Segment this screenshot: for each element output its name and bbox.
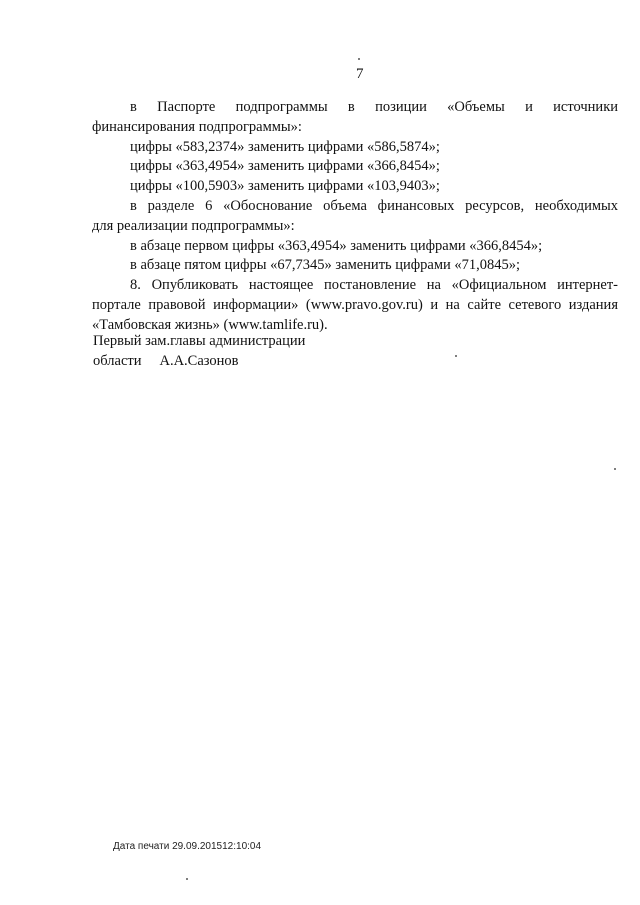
paragraph-passport-line2: финансирования подпрограммы»:: [92, 118, 302, 135]
paragraph-replace-1: цифры «583,2374» заменить цифрами «586,5874»;: [130, 138, 440, 155]
paragraph-publish-line3: «Тамбовская жизнь» (www.tamlife.ru).: [92, 316, 328, 333]
paragraph-replace-3: цифры «100,5903» заменить цифрами «103,9403»;: [130, 178, 440, 195]
signature-title: Первый зам.главы администрации: [93, 333, 306, 349]
scan-speck: [358, 58, 360, 60]
paragraph-passport-line1: в Паспорте подпрограммы в позиции «Объемы и источники: [130, 99, 618, 115]
scan-speck: [186, 878, 188, 880]
paragraph-publish-line1: 8. Опубликовать настоящее постановление на «Официальном интернет-: [130, 277, 618, 294]
paragraph-section6-line1: в разделе 6 «Обоснование объема финансовых ресурсов, необходимых: [130, 197, 618, 214]
paragraph-replace-2: цифры «363,4954» заменить цифрами «366,8454»;: [130, 158, 440, 175]
paragraph-section6-line2: для реализации подпрограммы»:: [92, 217, 295, 234]
paragraph-abzac-fifth: в абзаце пятом цифры «67,7345» заменить цифрами «71,0845»;: [130, 257, 521, 274]
signature-block: [93, 331, 305, 371]
print-date-footer: Дата печати 29.09.201512:10:04: [113, 841, 262, 852]
signature-name: А.А.Сазонов: [159, 353, 239, 369]
paragraph-abzac-first: в абзаце первом цифры «363,4954» заменить цифрами «366,8454»;: [130, 237, 543, 254]
scan-speck: [614, 468, 616, 470]
paragraph-publish-line2: портале правовой информации» (www.pravo.gov.ru) и на сайте сетевого издания: [92, 296, 618, 313]
page-number: 7: [356, 66, 364, 82]
signature-region: области: [93, 353, 142, 369]
document-body: [92, 98, 618, 336]
signature-line: [93, 351, 305, 371]
scan-speck: [455, 355, 457, 357]
